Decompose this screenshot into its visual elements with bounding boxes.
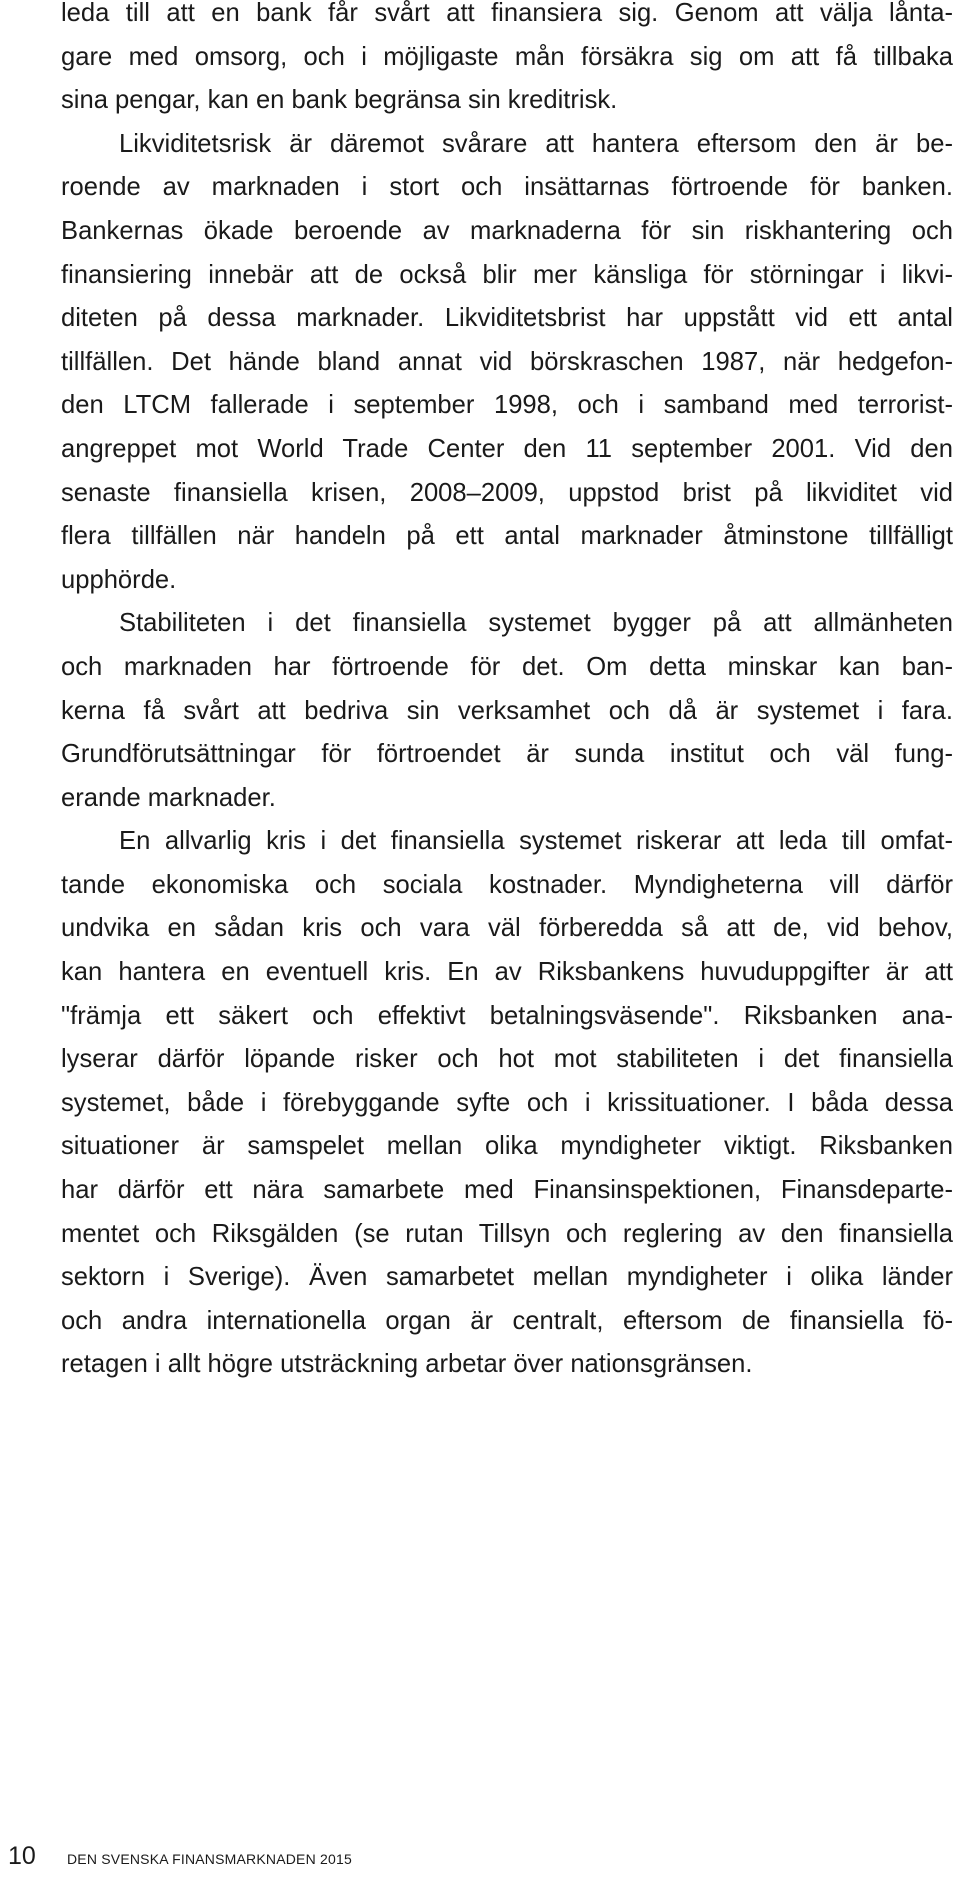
text-line: senaste finansiella krisen, 2008–2009, uppstod brist på likviditet vid bbox=[61, 478, 953, 507]
text-line: och marknaden har förtroende för det. Om detta minskar kan ban- bbox=[61, 652, 953, 681]
text-line: En allvarlig kris i det finansiella systemet riskerar att leda till omfat- bbox=[119, 827, 953, 856]
text-line: roende av marknaden i stort och insättarnas förtroende för banken. bbox=[61, 173, 953, 202]
text-line: har därför ett nära samarbete med Finansinspektionen, Finansdeparte- bbox=[61, 1176, 953, 1205]
publication-title: DEN SVENSKA FINANSMARKNADEN 2015 bbox=[67, 1851, 352, 1867]
text-line: tillfällen. Det hände bland annat vid börskraschen 1987, när hedgefon- bbox=[61, 347, 953, 376]
paragraph-block-1-2 bbox=[61, 0, 953, 1387]
text-line: finansiering innebär att de också blir mer känsliga för störningar i likvi- bbox=[61, 260, 953, 289]
page-footer bbox=[8, 1842, 352, 1872]
text-line: Stabiliteten i det finansiella systemet bygger på att allmänheten bbox=[119, 609, 953, 638]
text-line: sina pengar, kan en bank begränsa sin kreditrisk. bbox=[61, 86, 618, 115]
text-line: leda till att en bank får svårt att finansiera sig. Genom att välja lånta- bbox=[61, 0, 953, 27]
text-line: gare med omsorg, och i möjligaste mån försäkra sig om att få tillbaka bbox=[61, 42, 953, 71]
text-line: flera tillfällen när handeln på ett antal marknader åtminstone tillfälligt bbox=[61, 522, 953, 551]
text-line: undvika en sådan kris och vara väl förberedda så att de, vid behov, bbox=[61, 914, 953, 943]
text-line: upphörde. bbox=[61, 565, 177, 594]
text-line: tande ekonomiska och sociala kostnader. Myndigheterna vill därför bbox=[61, 870, 953, 899]
text-line: och andra internationella organ är centralt, eftersom de finansiella fö- bbox=[61, 1306, 953, 1335]
text-line: sektorn i Sverige). Även samarbetet mellan myndigheter i olika länder bbox=[61, 1263, 953, 1292]
text-line: Grundförutsättningar för förtroendet är sunda institut och väl fung- bbox=[61, 740, 953, 769]
text-line: kan hantera en eventuell kris. En av Riksbankens huvuduppgifter är att bbox=[61, 958, 953, 987]
text-line: Likviditetsrisk är däremot svårare att hantera eftersom den är be- bbox=[119, 129, 953, 158]
text-line: mentet och Riksgälden (se rutan Tillsyn och reglering av den finansiella bbox=[61, 1219, 953, 1248]
text-line: "främja ett säkert och effektivt betalningsväsende". Riksbanken ana- bbox=[61, 1001, 953, 1030]
text-line: systemet, både i förebyggande syfte och i krissituationer. I båda dessa bbox=[61, 1088, 953, 1117]
text-line: retagen i allt högre utsträckning arbetar över nationsgränsen. bbox=[61, 1350, 753, 1379]
text-line: situationer är samspelet mellan olika myndigheter viktigt. Riksbanken bbox=[61, 1132, 953, 1161]
text-line: Bankernas ökade beroende av marknaderna för sin riskhantering och bbox=[61, 216, 953, 245]
text-line: angreppet mot World Trade Center den 11 september 2001. Vid den bbox=[61, 434, 953, 463]
text-line: kerna få svårt att bedriva sin verksamhet och då är systemet i fara. bbox=[61, 696, 953, 725]
text-line: den LTCM fallerade i september 1998, och i samband med terrorist- bbox=[61, 391, 953, 420]
text-line: lyserar därför löpande risker och hot mot stabiliteten i det finansiella bbox=[61, 1045, 953, 1074]
page-number: 10 bbox=[8, 1842, 36, 1870]
text-line: diteten på dessa marknader. Likviditetsbrist har uppstått vid ett antal bbox=[61, 304, 953, 333]
text-line: erande marknader. bbox=[61, 783, 276, 812]
